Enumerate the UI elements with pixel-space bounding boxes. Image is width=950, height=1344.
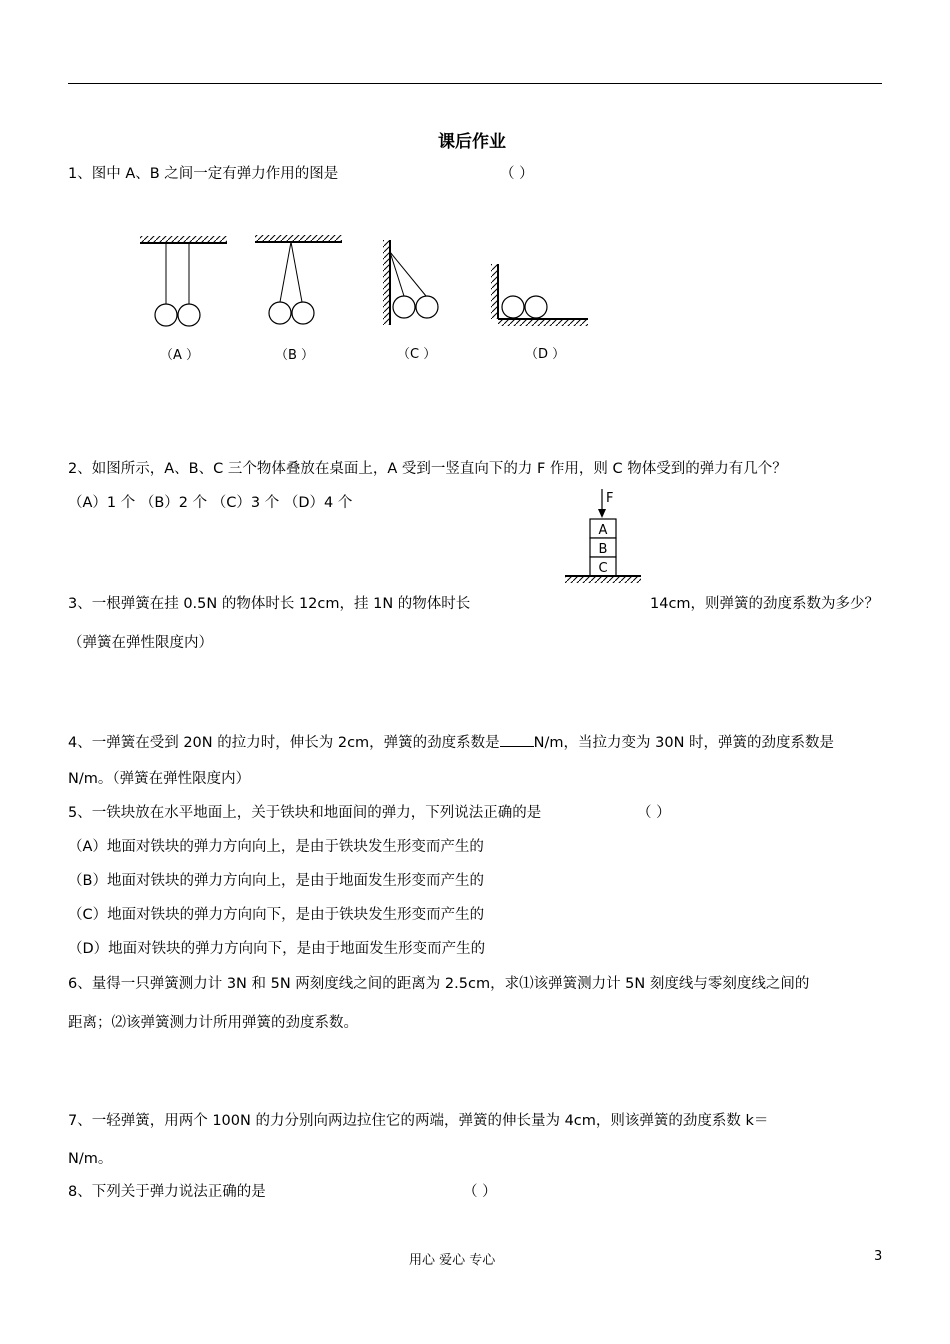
q8-answer-paren: （ ） [463,1184,497,1200]
q7-line2: N/m。 [68,1151,113,1167]
block-c-label: C [598,561,608,576]
q7-line1: 7、一轻弹簧，用两个 100N 的力分别向两边拉住它的两端，弹簧的伸长量为 4cm，则该弹簧的劲度系数 k＝ [68,1113,769,1129]
q4-text-part2: N/m，当拉力变为 30N 时，弹簧的劲度系数是 [533,735,835,751]
q4-text-part1: 4、一弹簧在受到 20N 的拉力时，伸长为 2cm，弹簧的劲度系数是 [68,735,500,751]
q3-text-part2: 14cm，则弹簧的劲度系数为多少？ [650,596,880,612]
page-title: 课后作业 [438,132,506,152]
header-rule [68,83,882,84]
figure-a-parallel-hang [140,236,227,326]
q5-option-c: （C）地面对铁块的弹力方向向下，是由于铁块发生形变而产生的 [68,907,485,923]
q1-label-b: （B ） [275,348,315,363]
q4-line1 [68,731,834,752]
q1-answer-paren: （ ） [500,166,534,182]
figure-d-corner [491,264,588,326]
q5-option-a: （A）地面对铁块的弹力方向向上，是由于铁块发生形变而产生的 [68,839,484,855]
q3-text-part1: 3、一根弹簧在挂 0.5N 的物体时长 12cm，挂 1N 的物体时长 [68,596,471,612]
q5-option-b: （B）地面对铁块的弹力方向向上，是由于地面发生形变而产生的 [68,873,484,889]
q5-text: 5、一铁块放在水平地面上，关于铁块和地面间的弹力，下列说法正确的是 [68,805,542,821]
q1-label-c: （C ） [397,347,437,362]
figure-b-converging-hang [255,235,342,324]
q6-line2: 距离；⑵该弹簧测力计所用弹簧的劲度系数。 [68,1015,358,1031]
figure-c-wall-hang [383,240,438,325]
q1-text: 1、图中 A、B 之间一定有弹力作用的图是 [68,166,339,182]
block-b-label: B [598,542,608,557]
q3-note: （弹簧在弹性限度内） [68,635,213,651]
q2-options: （A）1 个 （B）2 个 （C）3 个 （D）4 个 [68,495,353,511]
q8-text: 8、下列关于弹力说法正确的是 [68,1184,266,1200]
q2-figure [555,485,645,595]
q1-label-a: （A ） [160,348,200,363]
q4-answer-blank[interactable] [500,734,534,747]
force-arrowhead [598,509,606,518]
q1-label-d: （D ） [525,347,566,362]
q4-line2: N/m。（弹簧在弹性限度内） [68,771,251,787]
force-label: F [606,491,614,506]
q5-option-d: （D）地面对铁块的弹力方向向下，是由于地面发生形变而产生的 [68,941,486,957]
table-hatch [565,576,641,583]
q6-line1: 6、量得一只弹簧测力计 3N 和 5N 两刻度线之间的距离为 2.5cm，求⑴该弹簧测力计 5N 刻度线与零刻度线之间的 [68,976,810,992]
block-a-label: A [598,523,608,538]
q2-text: 2、如图所示，A、B、C 三个物体叠放在桌面上，A 受到一竖直向下的力 F 作用，则 C 物体受到的弹力有几个？ [68,461,787,477]
q5-answer-paren: （ ） [637,805,671,821]
page-number: 3 [874,1249,883,1264]
footer-motto: 用心 爱心 专心 [409,1253,496,1268]
